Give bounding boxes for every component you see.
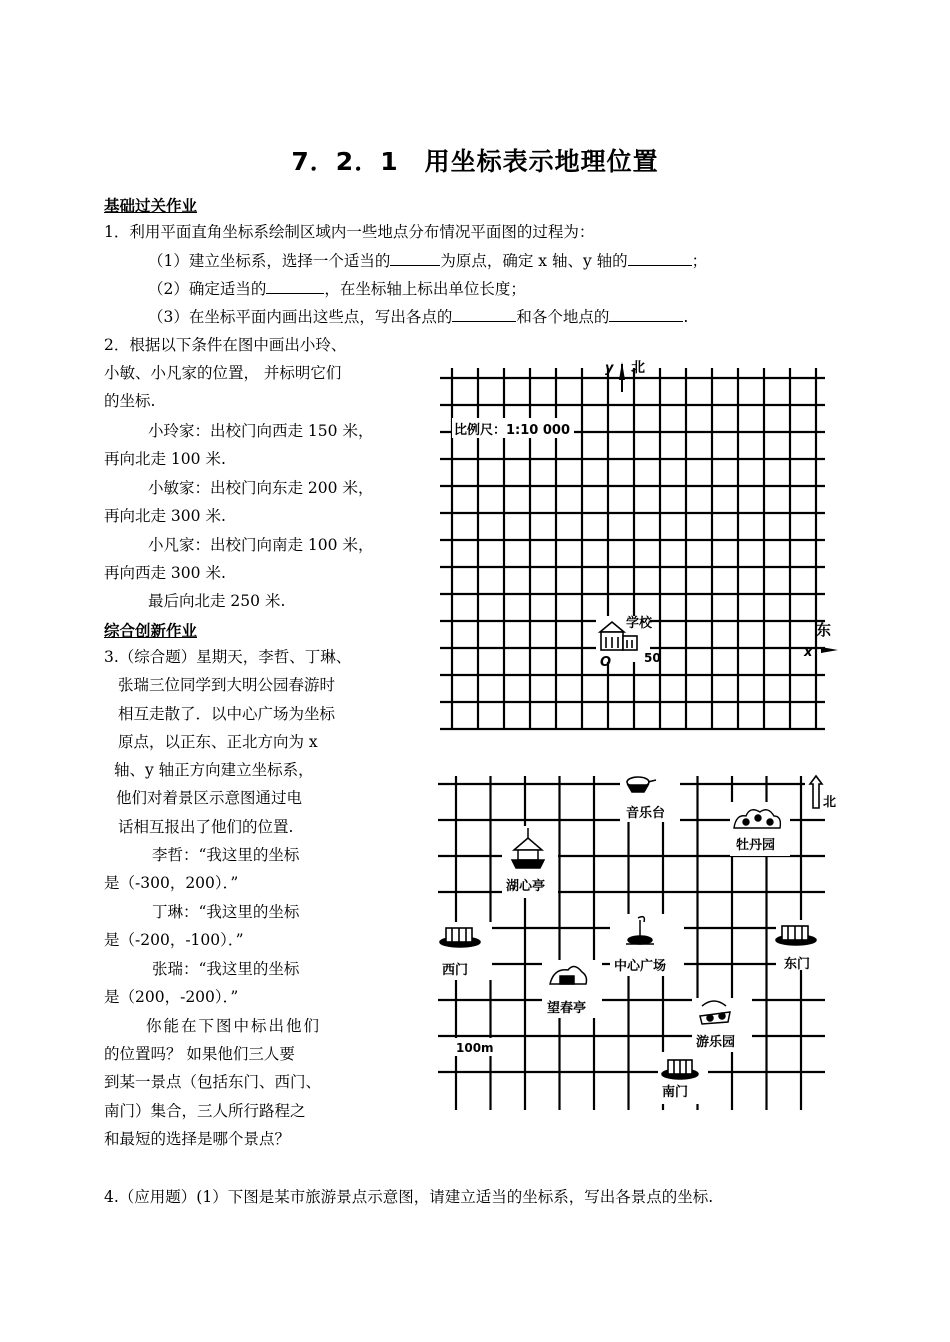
q3-tail: 你能在下图中标出他们 [146,1017,322,1035]
q1-step3 [148,306,688,327]
q3-line: 张瑞三位同学到大明公园春游时 [118,676,336,694]
origin-label: O [600,655,612,670]
q3-tail: 到某一景点（包括东门、西门、 [104,1073,322,1091]
q2-xiaoling-2: 再向北走 100 米. [104,450,226,468]
q3-line: 3.（综合题）星期天，李哲、丁琳、 [104,648,352,666]
q3-lizhe-2: 是（-300，200）．” [104,874,239,892]
central-plaza-label: 中心广场 [614,959,667,974]
q1-step1 [148,250,707,271]
east-gate-label: 东门 [784,957,811,972]
q3-tail: 的位置吗？ 如果他们三人要 [104,1045,295,1063]
q2-xiaoling-1: 小玲家：出校门向西走 150 米， [148,422,374,440]
q3-line: 轴、y 轴正方向建立坐标系， [114,761,314,779]
q3-line: 他们对着景区示意图通过电 [116,789,303,807]
south-gate-label: 南门 [662,1085,689,1100]
q2-xiaomin-2: 再向北走 300 米. [104,507,226,525]
answer-blank[interactable] [390,250,440,266]
section-basic: 基础过关作业 [104,197,198,215]
q3-tail: 和最短的选择是哪个景点？ [104,1130,291,1148]
q2-line: 的坐标. [104,392,156,410]
scale-label: 100m [456,1041,494,1055]
q3-line: 相互走散了．以中心广场为坐标 [118,705,336,723]
q1-step2 [148,278,526,299]
x-axis-label: x [804,645,813,660]
music-stage-label: 音乐台 [626,806,666,821]
school-label: 学校 [626,616,653,631]
amusement-park-label: 游乐园 [696,1035,736,1050]
q3-line: 话相互报出了他们的位置. [118,818,294,836]
west-gate-label: 西门 [442,963,469,978]
q3-lizhe-1: 李哲：“我这里的坐标 [152,846,300,864]
x-axis-arrow-icon [821,647,838,653]
q3-line: 原点，以正东、正北方向为 x [118,733,318,751]
south-gate-icon [662,1060,698,1079]
page-title: 7．2．1 用坐标表示地理位置 [291,147,659,176]
q1-step3-a: （3）在坐标平面内画出这些点，写出各点的 [148,308,453,326]
answer-blank[interactable] [609,306,683,322]
q2-line: 小敏、小凡家的位置， 并标明它们 [104,364,342,382]
answer-blank[interactable] [628,250,692,266]
q1-stem: 1．利用平面直角坐标系绘制区域内一些地点分布情况平面图的过程为： [104,223,595,241]
q4-stem: 4.（应用题）(1）下图是某市旅游景点示意图，请建立适当的坐标系，写出各景点的坐标. [104,1188,714,1206]
q1-step1-b: 为原点，确定 x 轴、y 轴的 [440,252,628,270]
q1-step3-c: . [683,308,689,326]
north-label: 北 [631,360,645,376]
q3-dinglin-1: 丁琳：“我这里的坐标 [152,903,300,921]
q1-step3-b: 和各个地点的 [516,308,610,326]
answer-blank[interactable] [452,306,516,322]
spring-pavilion-label: 望春亭 [547,1001,587,1016]
q3-dinglin-2: 是（-200，-100）．” [104,931,244,949]
q1-step2-b: ，在坐标轴上标出单位长度； [324,280,526,298]
q1-step1-a: （1）建立坐标系，选择一个适当的 [148,252,391,270]
north-label: 北 [823,795,837,810]
park-map [430,770,850,1115]
q3-zhangrui-1: 张瑞：“我这里的坐标 [152,960,300,978]
q1-step2-a: （2）确定适当的 [148,280,267,298]
answer-blank[interactable] [266,278,324,294]
q2-xiaofan-1: 小凡家：出校门向南走 100 米， [148,536,374,554]
east-label: 东 [816,621,832,639]
tick-label: 50 [644,651,661,665]
q1-step1-c: ； [691,252,708,270]
q2-xiaomin-1: 小敏家：出校门向东走 200 米， [148,479,374,497]
peony-garden-label: 牡丹园 [736,838,776,853]
q3-tail: 南门）集合，三人所行路程之 [104,1102,306,1120]
section-comprehensive: 综合创新作业 [104,622,198,640]
grid-map-1 [430,350,850,735]
y-axis-label: y [605,361,614,376]
lake-pavilion-label: 湖心亭 [506,879,546,894]
q2-xiaofan-2: 再向西走 300 米. [104,564,226,582]
q2-line: 2．根据以下条件在图中画出小玲、 [104,336,347,354]
q3-zhangrui-2: 是（200，-200）．” [104,988,239,1006]
scale-label: 比例尺：1:10 000 [454,423,570,438]
q2-last: 最后向北走 250 米. [148,592,286,610]
